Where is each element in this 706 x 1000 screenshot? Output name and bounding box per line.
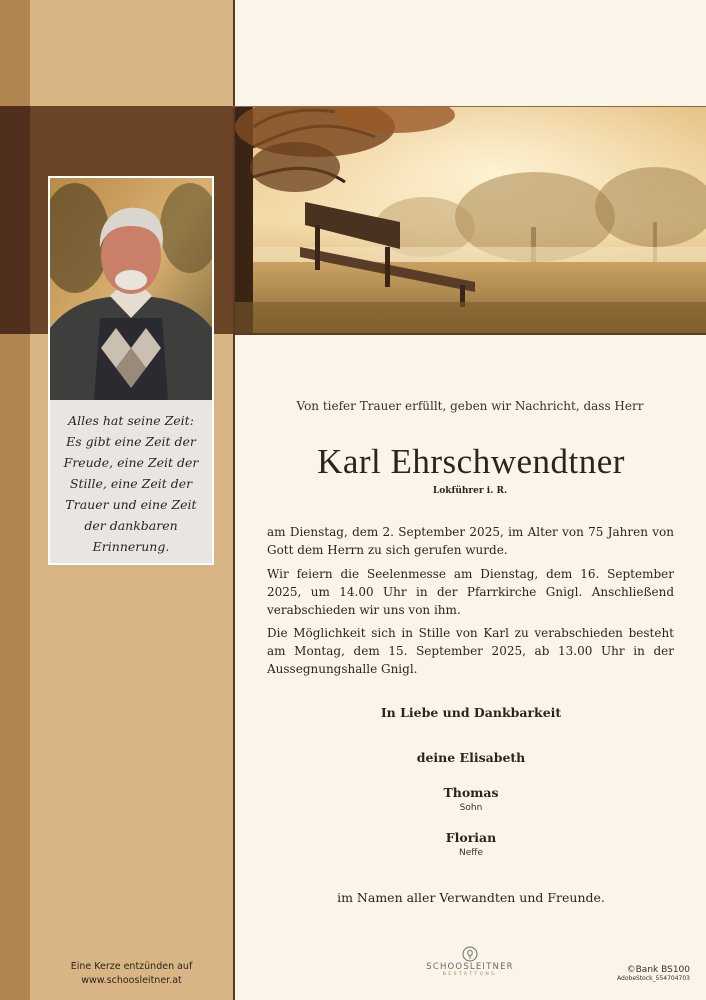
funeral-home-logo — [420, 946, 520, 977]
behalf-text: im Namen aller Verwandten und Freunde. — [337, 890, 605, 905]
paragraph-mass: Wir feiern die Seelenmesse am Dienstag, dem 16. September 2025, um 14.00 Uhr in der Pfarrkirche Gnigl. Anschließend verabschieden wir uns von ihm. — [267, 567, 674, 617]
quote-line: Trauer und eine Zeit — [65, 497, 197, 512]
family-member-name: Florian — [445, 830, 497, 845]
paragraph-death: am Dienstag, dem 2. September 2025, im Alter von 75 Jahren von Gott dem Herrn zu sich gerufen wurde. — [267, 525, 674, 557]
portrait-card — [48, 176, 214, 565]
family-primary: deine Elisabeth — [416, 750, 526, 765]
family-member-role: Neffe — [458, 848, 483, 858]
family-member-role: Sohn — [459, 803, 483, 813]
quote-line: Alles hat seine Zeit: — [68, 413, 194, 428]
family-member-name: Thomas — [443, 785, 499, 800]
intro-text: Von tiefer Trauer erfüllt, geben wir Nachricht, dass Herr — [296, 399, 644, 413]
memorial-quote — [50, 410, 212, 557]
hero-bench-landscape-image — [235, 107, 706, 333]
credit-line: AdobeStock_554704703 — [617, 975, 690, 982]
brown-band-dark — [0, 106, 30, 334]
quote-line: Freude, eine Zeit der — [63, 455, 199, 470]
portrait-photo — [50, 178, 212, 400]
quote-line: der dankbaren — [84, 518, 178, 533]
deceased-occupation: Lokführer i. R. — [432, 486, 508, 496]
quote-line: Stille, eine Zeit der — [69, 476, 193, 491]
image-credit — [590, 965, 690, 982]
closing-text: In Liebe und Dankbarkeit — [380, 705, 562, 720]
logo-name: SCHOOSLEITNER — [426, 962, 514, 972]
quote-line: Es gibt eine Zeit der — [66, 434, 196, 449]
credit-line: ©Bank BS100 — [626, 965, 690, 975]
candle-link[interactable]: www.schoosleitner.at — [81, 975, 182, 986]
candle-text: Eine Kerze entzünden auf — [70, 961, 193, 972]
quote-line: Erinnerung. — [92, 539, 170, 554]
paragraph-farewell: Die Möglichkeit sich in Stille von Karl zu verabschieden besteht am Montag, dem 15. September 2025, ab 13.00 Uhr in der Aussegnungshalle Gnigl. — [267, 626, 674, 676]
logo-subtitle: BESTATTUNG — [442, 972, 498, 977]
candle-note — [30, 960, 233, 988]
deceased-name: Karl Ehrschwendtner — [317, 442, 625, 481]
rose-icon — [462, 946, 478, 962]
horizontal-divider — [233, 333, 706, 335]
